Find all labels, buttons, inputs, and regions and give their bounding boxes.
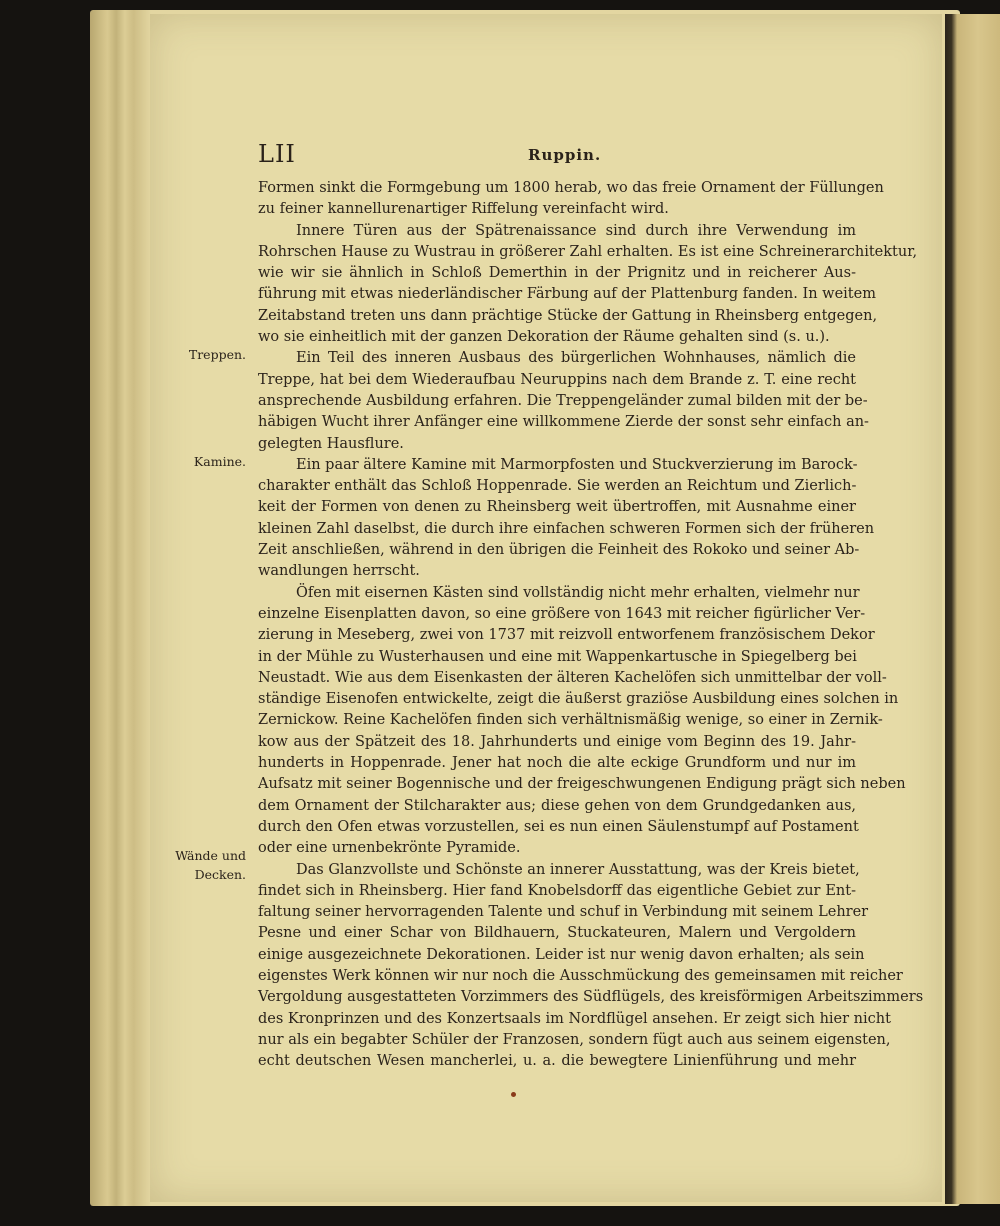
text-line: Vergoldung ausgestatteten Vorzimmers des Südflügels, des kreisförmigen Arbeitszimmers — [258, 989, 924, 1006]
text-line: Öfen mit eisernen Kästen sind vollständig nicht mehr erhalten, vielmehr nur — [296, 584, 860, 601]
text-line: Pesne und einer Schar von Bildhauern, Stuckateuren, Malern und Vergoldern — [258, 925, 856, 942]
text-line: nur als ein begabter Schüler der Franzosen, sondern fügt auch aus seinem eigensten, — [258, 1031, 891, 1048]
text-line: kow aus der Spätzeit des 18. Jahrhunderts und einige vom Beginn des 19. Jahr- — [258, 733, 856, 750]
text-line: Ein paar ältere Kamine mit Marmorpfosten und Stuckverzierung im Barock- — [296, 456, 858, 473]
running-head: Ruppin. — [528, 146, 602, 164]
margin-note-kamine: Kamine. — [193, 454, 246, 469]
text-line: wo sie einheitlich mit der ganzen Dekoration der Räume gehalten sind (s. u.). — [258, 329, 830, 346]
text-line: durch den Ofen etwas vorzustellen, sei es nun einen Säulenstumpf auf Postament — [258, 818, 859, 835]
text-line: charakter enthält das Schloß Hoppenrade. Sie werden an Reichtum und Zierlich- — [258, 478, 857, 495]
ink-dot — [511, 1092, 516, 1097]
text-line: zierung in Meseberg, zwei von 1737 mit reizvoll entworfenem französischem Dekor — [258, 627, 875, 644]
text-line: des Kronprinzen und des Konzertsaals im Nordflügel ansehen. Er zeigt sich hier nicht — [258, 1010, 891, 1027]
text-line: dem Ornament der Stilcharakter aus; diese gehen von dem Grundgedanken aus, — [258, 797, 856, 814]
text-line: Aufsatz mit seiner Bogennische und der freigeschwungenen Endigung prägt sich neben — [258, 776, 906, 793]
next-page-edge — [945, 14, 1000, 1204]
text-line: wandlungen herrscht. — [258, 563, 420, 580]
text-line: ständige Eisenofen entwickelte, zeigt die äußerst graziöse Ausbildung eines solchen in — [258, 691, 899, 708]
text-line: Zernickow. Reine Kachelöfen finden sich verhältnismäßig wenige, so einer in Zernik- — [258, 712, 883, 729]
text-line: hunderts in Hoppenrade. Jener hat noch die alte eckige Grundform und nur im — [258, 755, 856, 772]
text-line: gelegten Hausflure. — [258, 435, 404, 452]
text-line: oder eine urnenbekrönte Pyramide. — [258, 840, 521, 857]
margin-note-waende: Wände und Decken. — [175, 848, 246, 882]
text-line: zu feiner kannellurenartiger Riffelung vereinfacht wird. — [258, 201, 669, 218]
text-line: faltung seiner hervorragenden Talente und schuf in Verbindung mit seinem Lehrer — [258, 904, 869, 921]
text-line: Formen sinkt die Formgebung um 1800 herab, wo das freie Ornament der Füllungen — [258, 180, 884, 196]
page-header — [258, 140, 856, 174]
text-line: wie wir sie ähnlich in Schloß Demerthin in der Prignitz und in reicherer Aus- — [258, 265, 856, 282]
text-line: führung mit etwas niederländischer Färbung auf der Plattenburg fanden. In weitem — [258, 286, 876, 303]
text-line: Das Glanzvollste und Schönste an innerer Ausstattung, was der Kreis bietet, — [296, 861, 860, 878]
text-line: ansprechende Ausbildung erfahren. Die Treppengeländer zumal bilden mit der be- — [258, 392, 868, 409]
text-line: einige ausgezeichnete Dekorationen. Leider ist nur wenig davon erhalten; als sein — [258, 946, 865, 963]
text-line: einzelne Eisenplatten davon, so eine größere von 1643 mit reicher figürlicher Ver- — [258, 605, 866, 622]
text-line: Treppe, hat bei dem Wiederaufbau Neuruppins nach dem Brande z. T. eine recht — [258, 371, 856, 388]
body-text — [258, 178, 924, 1072]
text-line: keit der Formen von denen zu Rheinsberg weit übertroffen, mit Ausnahme einer — [258, 499, 856, 516]
text-line: Ein Teil des inneren Ausbaus des bürgerlichen Wohnhauses, nämlich die — [296, 350, 856, 367]
text-line: Zeitabstand treten uns dann prächtige Stücke der Gattung in Rheinsberg entgegen, — [258, 307, 878, 324]
page-number: LII — [258, 140, 296, 168]
text-line: Rohrschen Hause zu Wustrau in größerer Zahl erhalten. Es ist eine Schreinerarchitektur, — [258, 243, 918, 260]
text-line: kleinen Zahl daselbst, die durch ihre einfachen schweren Formen sich der früheren — [258, 520, 875, 537]
text-line: Neustadt. Wie aus dem Eisenkasten der älteren Kachelöfen sich unmittelbar der voll- — [258, 669, 887, 686]
margin-note-treppen: Treppen. — [188, 347, 246, 362]
text-line: eigenstes Werk können wir nur noch die Ausschmückung des gemeinsamen mit reicher — [258, 967, 903, 984]
text-line: häbigen Wucht ihrer Anfänger eine willkommene Zierde der sonst sehr einfach an- — [258, 414, 869, 431]
text-line: Zeit anschließen, während in den übrigen die Feinheit des Rokoko und seiner Ab- — [258, 542, 860, 559]
text-line: findet sich in Rheinsberg. Hier fand Knobelsdorff das eigentliche Gebiet zur Ent- — [258, 882, 856, 899]
text-line: echt deutschen Wesen mancherlei, u. a. die bewegtere Linienführung und mehr — [258, 1053, 856, 1070]
text-line: Innere Türen aus der Spätrenaissance sind durch ihre Verwendung im — [296, 222, 856, 239]
text-line: in der Mühle zu Wusterhausen und eine mit Wappenkartusche in Spiegelberg bei — [258, 648, 857, 665]
